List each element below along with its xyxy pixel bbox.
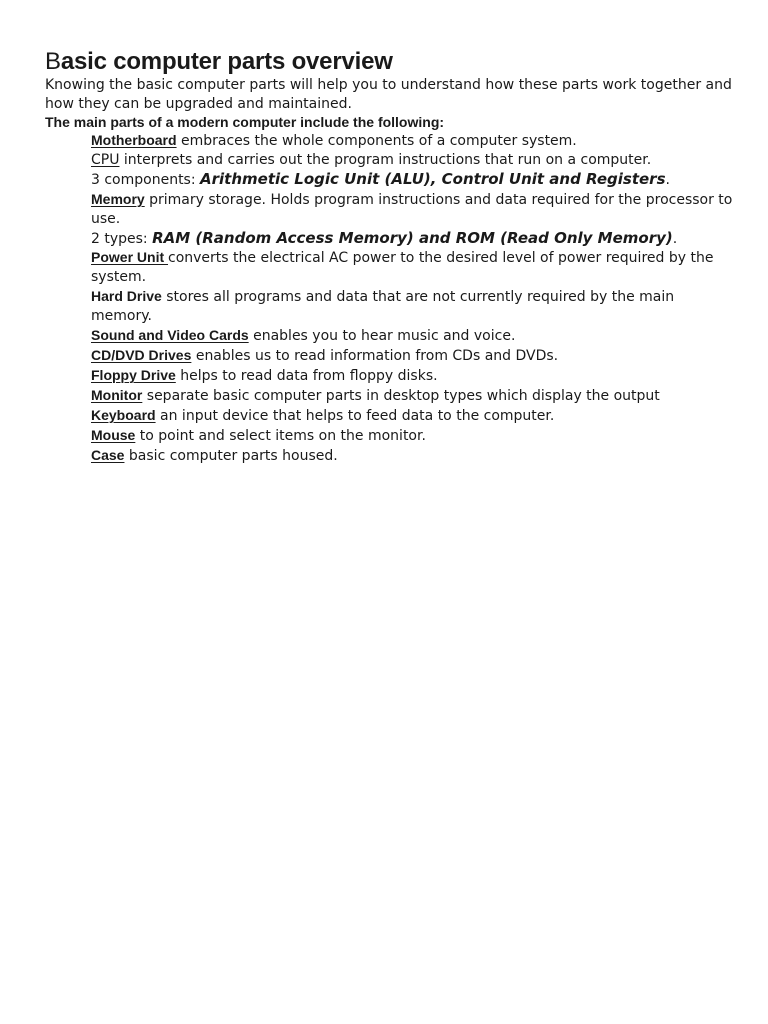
list-item: [91, 287, 735, 326]
item-description: interprets and carries out the program instructions that run on a computer.: [119, 151, 652, 168]
item-description: converts the electrical AC power to the desired level of power required by the system.: [91, 250, 714, 286]
list-subitem: [91, 170, 735, 190]
item-description: an input device that helps to feed data to the computer.: [155, 407, 555, 424]
subitem-suffix: .: [665, 171, 670, 188]
list-item: [91, 386, 735, 406]
term-cd-dvd-drives: CD/DVD Drives: [91, 346, 192, 363]
list-subitem: [91, 229, 735, 249]
item-description: enables us to read information from CDs and DVDs.: [191, 347, 559, 364]
intro-paragraph: Knowing the basic computer parts will help you to understand how these parts work together and how they can be upgraded and maintained.: [45, 77, 732, 112]
subitem-prefix: 2 types:: [91, 230, 153, 247]
list-item: [91, 151, 735, 170]
term-hard-drive: Hard Drive: [91, 288, 162, 305]
term-monitor: Monitor: [91, 386, 143, 403]
lead-sentence: The main parts of a modern computer include the following:: [45, 114, 445, 130]
document-page: [45, 48, 735, 465]
subitem-suffix: .: [672, 230, 678, 247]
subitem-emphasis: Arithmetic Logic Unit (ALU), Control Unit and Registers: [200, 169, 666, 188]
list-item: [91, 190, 735, 229]
term-memory: Memory: [91, 190, 145, 207]
list-item: [91, 131, 735, 151]
term-keyboard: Keyboard: [91, 406, 156, 423]
list-item: [91, 426, 735, 446]
item-description: helps to read data from floppy disks.: [175, 367, 438, 384]
list-item: [91, 346, 735, 366]
term-motherboard: Motherboard: [91, 132, 177, 148]
term-mouse: Mouse: [91, 426, 136, 443]
title-rest: asic computer parts overview: [60, 48, 393, 75]
term-cpu: CPU: [91, 151, 120, 168]
item-description: embraces the whole components of a computer system.: [176, 133, 577, 149]
item-description: basic computer parts housed.: [124, 447, 338, 464]
term-sound-video-cards: Sound and Video Cards: [91, 327, 249, 344]
list-item: [91, 406, 735, 426]
item-description: to point and select items on the monitor.: [135, 427, 426, 444]
item-description: stores all programs and data that are not currently required by the main memory.: [91, 289, 675, 325]
list-item: [91, 248, 735, 287]
list-item: [91, 326, 735, 346]
title-first-letter: B: [45, 48, 61, 75]
term-case: Case: [91, 446, 125, 463]
item-description: enables you to hear music and voice.: [248, 328, 516, 345]
page-title: [45, 48, 735, 76]
list-item: [91, 446, 735, 466]
item-description: primary storage. Holds program instructions and data required for the processor to use.: [91, 191, 733, 227]
subitem-prefix: 3 components:: [91, 171, 201, 188]
item-description: separate basic computer parts in desktop types which display the output: [142, 387, 660, 404]
term-power-unit: Power Unit: [91, 249, 169, 266]
subitem-emphasis: RAM (Random Access Memory) and ROM (Read Only Memory): [152, 228, 673, 247]
parts-list: [45, 131, 735, 465]
term-floppy-drive: Floppy Drive: [91, 366, 176, 383]
list-item: [91, 366, 735, 386]
